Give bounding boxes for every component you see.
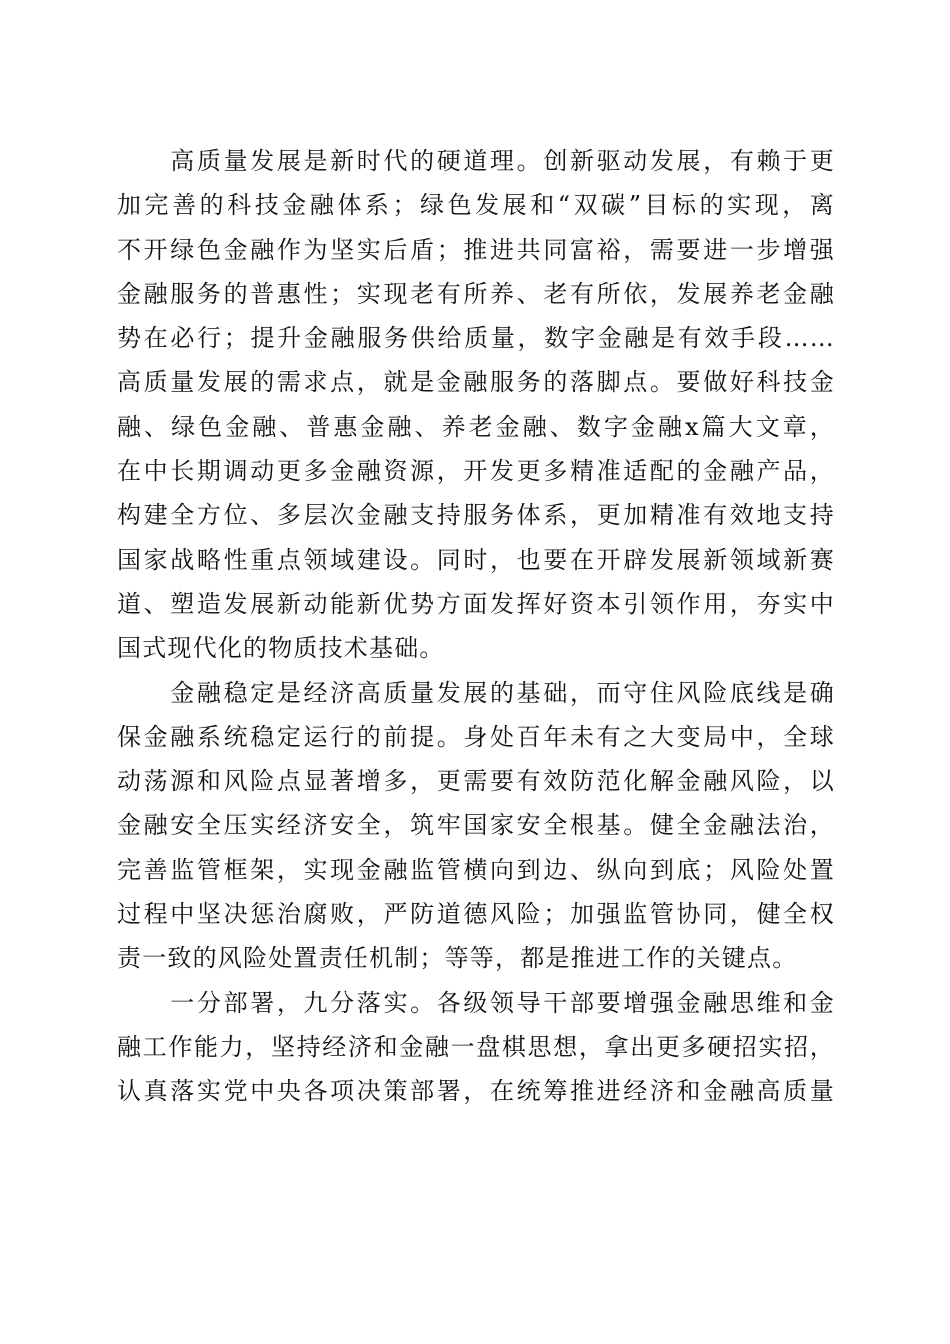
text-line: 构建全方位、多层次金融支持服务体系，更加精准有效地支持 bbox=[117, 501, 835, 530]
text-line: 认真落实党中央各项决策部署，在统筹推进经济和金融高质量 bbox=[117, 1077, 835, 1106]
text-line: 金融安全压实经济安全，筑牢国家安全根基。健全金融法治， bbox=[117, 811, 835, 840]
text-line: 融、绿色金融、普惠金融、养老金融、数字金融x篇大文章， bbox=[117, 412, 835, 441]
text-line: 动荡源和风险点显著增多，更需要有效防范化解金融风险，以 bbox=[117, 767, 835, 796]
text-line: 国家战略性重点领域建设。同时，也要在开辟发展新领域新赛 bbox=[117, 545, 835, 574]
text-line: 国式现代化的物质技术基础。 bbox=[117, 634, 445, 663]
paragraph-1 bbox=[117, 139, 835, 671]
text-line: 不开绿色金融作为坚实后盾；推进共同富裕，需要进一步增强 bbox=[117, 235, 835, 264]
text-line: 过程中坚决惩治腐败，严防道德风险；加强监管协同，健全权 bbox=[117, 900, 835, 929]
text-line: 加完善的科技金融体系；绿色发展和“双碳”目标的实现，离 bbox=[117, 191, 835, 220]
text-line: 高质量发展是新时代的硬道理。创新驱动发展，有赖于更 bbox=[117, 147, 835, 175]
paragraph-3 bbox=[117, 981, 835, 1114]
text-line: 完善监管框架，实现金融监管横向到边、纵向到底；风险处置 bbox=[117, 855, 835, 884]
article-body bbox=[117, 139, 835, 1114]
text-line: 一分部署，九分落实。各级领导干部要增强金融思维和金 bbox=[117, 988, 835, 1017]
text-line: 高质量发展的需求点，就是金融服务的落脚点。要做好科技金 bbox=[117, 368, 835, 397]
text-line: 融工作能力，坚持经济和金融一盘棋思想，拿出更多硬招实招， bbox=[117, 1032, 835, 1061]
text-line: 在中长期调动更多金融资源，开发更多精准适配的金融产品， bbox=[117, 457, 835, 486]
text-line: 责一致的风险处置责任机制；等等，都是推进工作的关键点。 bbox=[117, 944, 798, 973]
text-line: 势在必行；提升金融服务供给质量，数字金融是有效手段…… bbox=[117, 324, 835, 353]
text-line: 金融稳定是经济高质量发展的基础，而守住风险底线是确 bbox=[117, 678, 835, 707]
text-line: 金融服务的普惠性；实现老有所养、老有所依，发展养老金融 bbox=[117, 279, 835, 308]
text-line: 道、塑造发展新动能新优势方面发挥好资本引领作用，夯实中 bbox=[117, 589, 835, 618]
text-line: 保金融系统稳定运行的前提。身处百年未有之大变局中，全球 bbox=[117, 722, 835, 751]
paragraph-2 bbox=[117, 671, 835, 981]
